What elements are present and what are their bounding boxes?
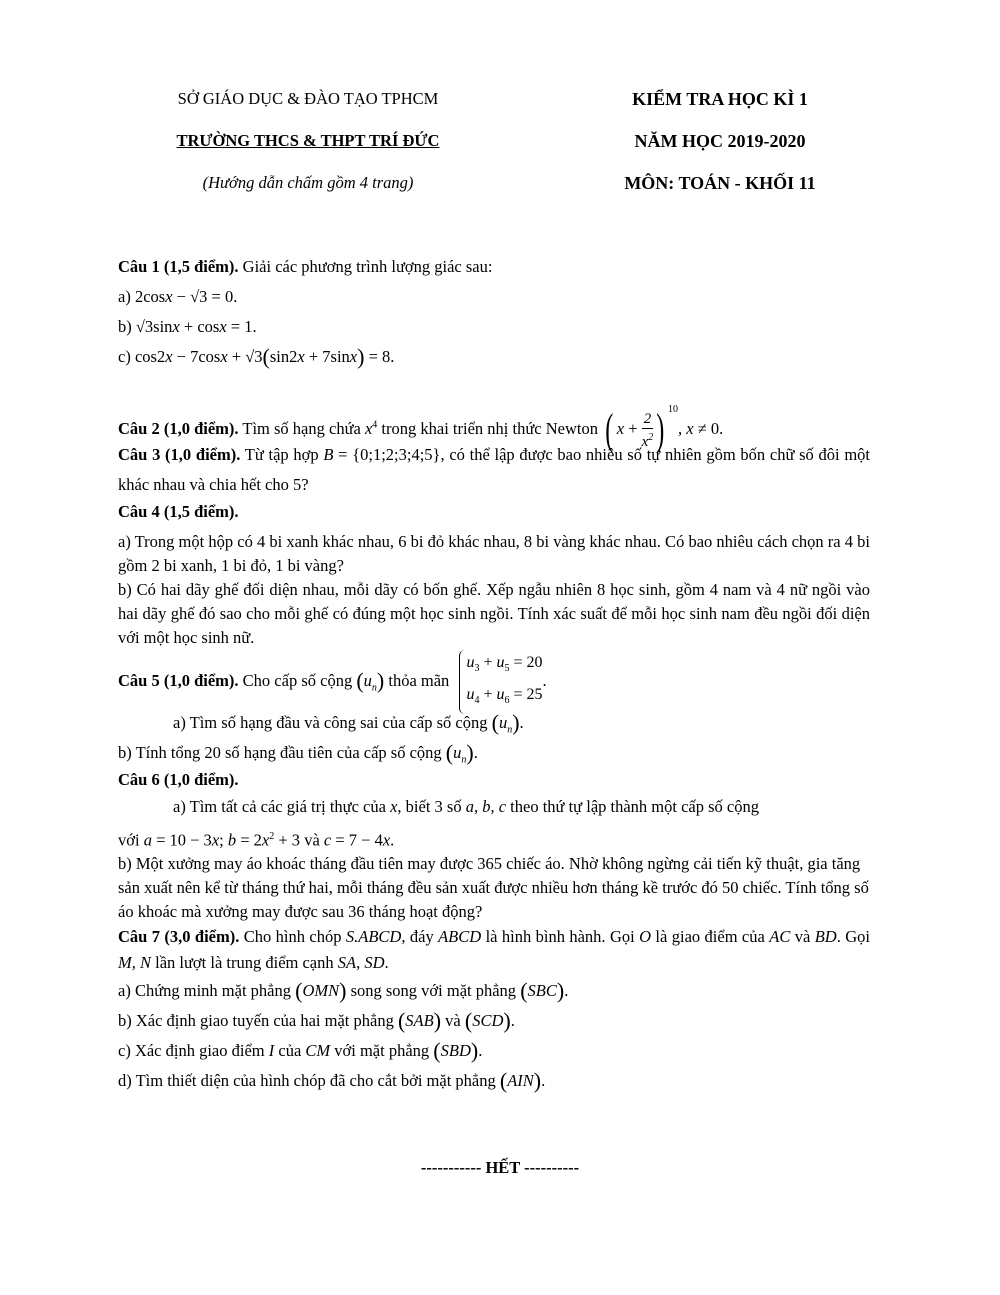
q4-b: b) Có hai dãy ghế đối diện nhau, mỗi dãy có bốn ghế. Xếp ngẫu nhiên 8 học sinh, gồm 4 nam và 4 nữ ngồi vào hai dãy ghế đó sao cho mỗi ghế có đúng một học sinh ngồi. Tính xác suất để mỗi học sinh nam đều ngồi đối diện với một học sinh nữ. xyxy=(118,580,870,647)
q7-d: d) Tìm thiết diện của hình chóp đã cho cắt bởi mặt phẳng (AIN). xyxy=(118,1068,546,1093)
subject-grade: MÔN: TOÁN - KHỐI 11 xyxy=(624,173,816,193)
end-marker: ----------- HẾT ---------- xyxy=(420,1158,580,1177)
q1-a: a) 2cosx − √3 = 0. xyxy=(118,287,238,306)
q6-a-cont: với a = 10 − 3x; $b = 2x^2 + 3$ và c = 7 − 4x. xyxy=(118,830,395,850)
q7-a: a) Chứng minh mặt phẳng (OMN) song song với mặt phẳng (SBC). xyxy=(118,978,569,1003)
q6-b: b) Một xưởng may áo khoác tháng đầu tiên may được 365 chiếc áo. Nhờ không ngừng cải tiến kỹ thuật, gia tăng sản xuất nên kể từ tháng thứ hai, mỗi tháng đều sản xuất được nhiều hơn tháng kề trước đó 50 chiếc. Tính tổng số áo khoác mà xưởng may được sau 36 tháng hoạt động? xyxy=(118,854,869,921)
q1-heading: Câu 1 (1,5 điểm). Giải các phương trình lượng giác sau: xyxy=(118,257,493,276)
q7-heading: Câu 7 (3,0 điểm). Cho hình chóp S.ABCD, đáy ABCD là hình bình hành. Gọi O là giao điểm của AC và BD. Gọi M, N lần lượt là trung điểm cạnh SA, SD. xyxy=(118,927,870,972)
q5-a: a) Tìm số hạng đầu và công sai của cấp số cộng $(u_n)$. xyxy=(173,710,524,736)
q4-heading: Câu 4 (1,5 điểm). xyxy=(118,502,239,521)
page-count-note: (Hướng dẫn chấm gồm 4 trang) xyxy=(202,173,414,192)
q4-a: a) Trong một hộp có 4 bi xanh khác nhau, 6 bi đỏ khác nhau, 8 bi vàng khác nhau. Có bao nhiêu cách chọn ra 4 bi gồm 2 bi xanh, 1 bi đỏ, 1 bi vàng? xyxy=(118,532,870,575)
school-year: NĂM HỌC 2019-2020 xyxy=(634,131,806,151)
department-name: SỞ GIÁO DỤC & ĐÀO TẠO TPHCM xyxy=(177,89,439,108)
q1-c: c) cos2x − 7cosx + √3(sin2x + 7sinx) = 8. xyxy=(118,344,395,369)
q2: Câu 2 (1,0 điểm). Tìm số hạng chứa $x^4$ trong khai triển nhị thức Newton ( x + $\frac{2}{x^2}$ ) $^{10}$, x ≠ 0. xyxy=(118,404,724,455)
q6-a: a) Tìm tất cả các giá trị thực của x, biết 3 số a, b, c theo thứ tự lập thành một cấp số cộng xyxy=(173,797,759,816)
exam-title: KIỂM TRA HỌC KÌ 1 xyxy=(632,89,808,109)
q7-c: c) Xác định giao điểm I của CM với mặt phẳng (SBD). xyxy=(118,1038,483,1063)
q7-b: b) Xác định giao tuyến của hai mặt phẳng (SAB) và (SCD). xyxy=(118,1008,515,1033)
q6-heading: Câu 6 (1,0 điểm). xyxy=(118,770,239,789)
q5: Câu 5 (1,0 điểm). Cho cấp số cộng $(u_n)$ thỏa mãn $u_3 + u_5 = 20$ $u_4 + u_6 = 25$. xyxy=(118,650,870,708)
q3: Câu 3 (1,0 điểm). Từ tập hợp B = {0;1;2;3;4;5}, có thể lập được bao nhiêu số tự nhiên gồm bốn chữ số đôi một khác nhau và chia hết cho 5? xyxy=(118,445,870,494)
header-left xyxy=(118,86,498,212)
q5-system: $u_3 + u_5 = 20$ $u_4 + u_6 = 25$ xyxy=(459,650,542,714)
q1-b: b) √3sinx + cosx = 1. xyxy=(118,317,257,336)
q5-b: b) Tính tổng 20 số hạng đầu tiên của cấp số cộng $(u_n)$. xyxy=(118,740,478,766)
school-name: TRƯỜNG THCS & THPT TRÍ ĐỨC xyxy=(176,131,440,150)
exam-content xyxy=(118,252,870,1096)
header-right xyxy=(590,86,850,212)
